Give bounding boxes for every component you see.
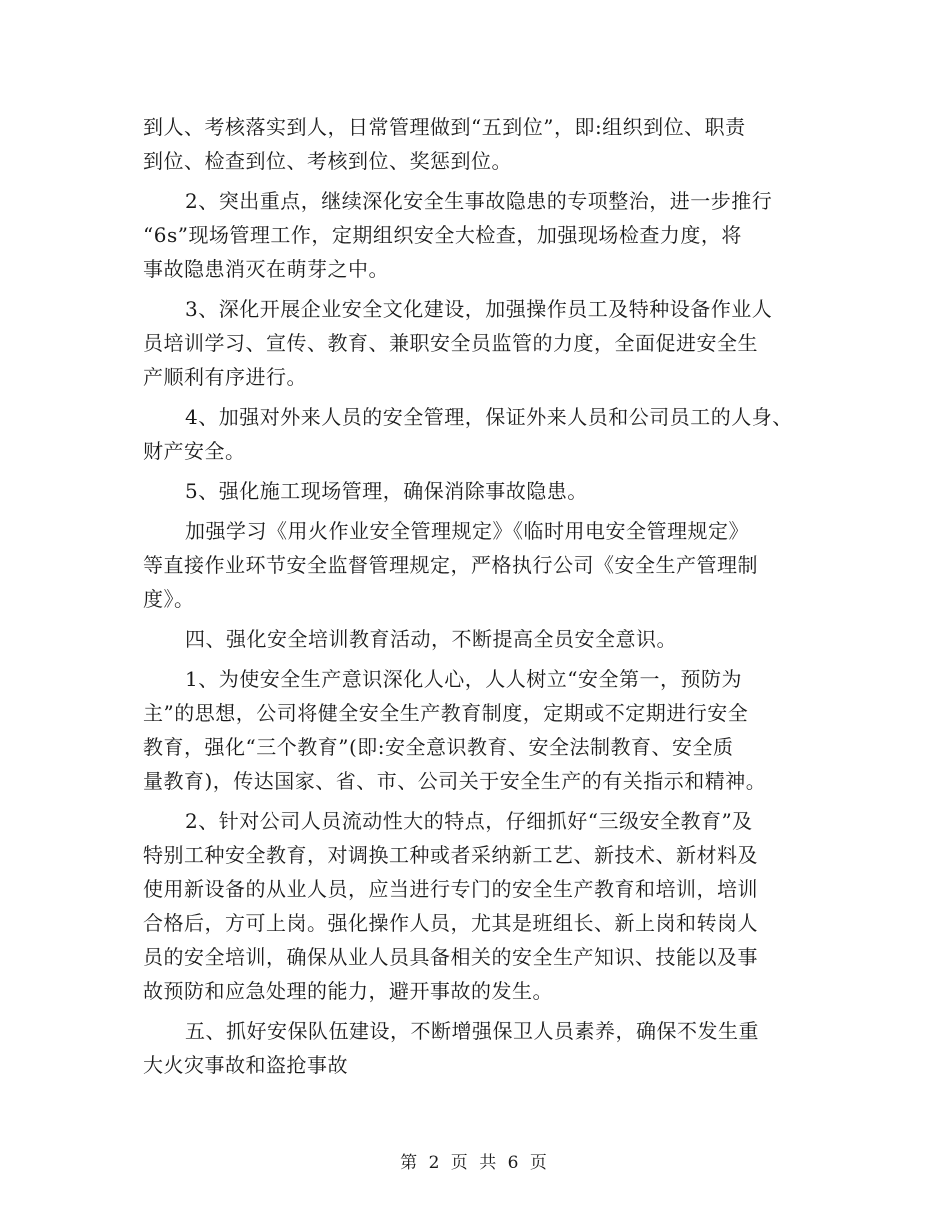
text-line: 四、强化安全培训教育活动，不断提高全员安全意识。 bbox=[185, 627, 677, 651]
text-line: 4、加强对外来人员的安全管理，保证外来人员和公司员工的人身、 bbox=[185, 405, 793, 429]
text-line: “6s”现场管理工作，定期组织安全大检查，加强现场检查力度，将 bbox=[143, 223, 742, 247]
text-line: 量教育)，传达国家、省、市、公司关于安全生产的有关指示和精神。 bbox=[143, 769, 767, 793]
paragraph bbox=[143, 184, 833, 286]
text-line: 员培训学习、宣传、教育、兼职安全员监管的力度，全面促进安全生 bbox=[143, 331, 758, 355]
paragraph bbox=[143, 514, 833, 616]
paragraph bbox=[143, 110, 833, 178]
text-line: 教育，强化“三个教育”(即:安全意识教育、安全法制教育、安全质 bbox=[143, 735, 734, 759]
text-line: 财产安全。 bbox=[143, 439, 246, 463]
text-line: 2、突出重点，继续深化安全生事故隐患的专项整治，进一步推行 bbox=[185, 189, 773, 213]
page-number-footer: 第 2 页 共 6 页 bbox=[400, 1153, 550, 1173]
paragraph bbox=[143, 804, 833, 1008]
text-line: 加强学习《用火作业安全管理规定》《临时用电安全管理规定》 bbox=[185, 519, 749, 543]
section-heading bbox=[143, 1014, 833, 1082]
text-line: 五、抓好安保队伍建设，不断增强保卫人员素养，确保不发生重 bbox=[185, 1019, 759, 1043]
text-line: 特别工种安全教育，对调换工种或者采纳新工艺、新技术、新材料及 bbox=[143, 843, 758, 867]
paragraph bbox=[143, 474, 833, 508]
text-line: 故预防和应急处理的能力，避开事故的发生。 bbox=[143, 979, 553, 1003]
text-line: 到人、考核落实到人，日常管理做到“五到位”，即:组织到位、职责 bbox=[143, 115, 746, 139]
paragraph bbox=[143, 662, 833, 798]
paragraph bbox=[143, 400, 833, 468]
text-line: 使用新设备的从业人员，应当进行专门的安全生产教育和培训，培训 bbox=[143, 877, 758, 901]
text-line: 1、为使安全生产意识深化人心，人人树立“安全第一，预防为 bbox=[185, 667, 742, 691]
document-body bbox=[143, 110, 833, 1082]
text-line: 合格后，方可上岗。强化操作人员，尤其是班组长、新上岗和转岗人 bbox=[143, 911, 758, 935]
text-line: 员的安全培训，确保从业人员具备相关的安全生产知识、技能以及事 bbox=[143, 945, 758, 969]
paragraph bbox=[143, 292, 833, 394]
text-line: 主”的思想，公司将健全安全生产教育制度，定期或不定期进行安全 bbox=[143, 701, 749, 725]
text-line: 产顺利有序进行。 bbox=[143, 365, 307, 389]
text-line: 事故隐患消灭在萌芽之中。 bbox=[143, 257, 389, 281]
text-line: 5、强化施工现场管理，确保消除事故隐患。 bbox=[185, 479, 588, 503]
text-line: 大火灾事故和盗抢事故 bbox=[143, 1053, 348, 1077]
section-heading bbox=[143, 622, 833, 656]
text-line: 度》。 bbox=[143, 587, 195, 611]
text-line: 等直接作业环节安全监督管理规定，严格执行公司《安全生产管理制 bbox=[143, 553, 758, 577]
text-line: 2、针对公司人员流动性大的特点，仔细抓好“三级安全教育”及 bbox=[185, 809, 753, 833]
text-line: 3、深化开展企业安全文化建设，加强操作员工及特种设备作业人 bbox=[185, 297, 773, 321]
text-line: 到位、检查到位、考核到位、奖惩到位。 bbox=[143, 149, 512, 173]
